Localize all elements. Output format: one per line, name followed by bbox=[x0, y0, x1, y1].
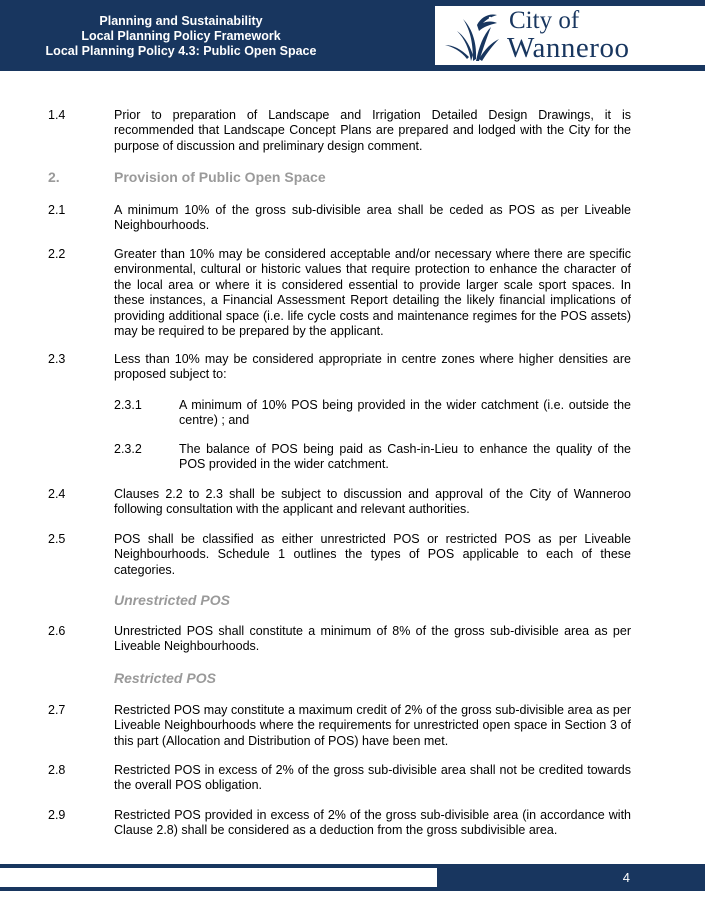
clause-2-4 bbox=[48, 487, 631, 518]
header-line-framework: Local Planning Policy Framework bbox=[81, 29, 281, 43]
clause-number: 2.6 bbox=[48, 624, 66, 638]
clause-text: Prior to preparation of Landscape and Irrigation Detailed Design Drawings, it is recommended that Landscape Concept Plans are prepared and lodged with the City for the purpose of discussion and preliminary design comment. bbox=[114, 108, 631, 153]
clause-number: 2.8 bbox=[48, 763, 66, 777]
clause-text: Unrestricted POS shall constitute a minimum of 8% of the gross sub-divisible area as per Liveable Neighbourhoods. bbox=[114, 624, 631, 654]
page-footer bbox=[0, 864, 705, 891]
clause-number: 2.3.1 bbox=[114, 398, 142, 412]
clause-2-8 bbox=[48, 763, 631, 794]
clause-text: Clauses 2.2 to 2.3 shall be subject to discussion and approval of the City of Wanneroo following consultation with the applicant and relevant authorities. bbox=[114, 487, 631, 517]
clause-2-2 bbox=[48, 247, 631, 339]
subheading-restricted: Restricted POS bbox=[114, 670, 216, 686]
clause-2-3-2 bbox=[48, 442, 631, 473]
clause-number: 2.9 bbox=[48, 808, 66, 822]
subheading-unrestricted: Unrestricted POS bbox=[114, 592, 230, 608]
clause-2-6 bbox=[48, 624, 631, 655]
clause-2-1 bbox=[48, 203, 631, 234]
clause-number: 2.2 bbox=[48, 247, 66, 261]
clause-number: 1.4 bbox=[48, 108, 66, 122]
clause-2-9 bbox=[48, 808, 631, 839]
clause-2-3-1 bbox=[48, 398, 631, 429]
clause-text: A minimum of 10% POS being provided in the wider catchment (i.e. outside the centre) ; and bbox=[179, 398, 631, 428]
clause-number: 2.3.2 bbox=[114, 442, 142, 456]
clause-number: 2.3 bbox=[48, 352, 66, 366]
header-line-policy: Local Planning Policy 4.3: Public Open Space bbox=[45, 44, 317, 58]
clause-text: Greater than 10% may be considered acceptable and/or necessary where there are specific environmental, cultural or historic values that require protection to enhance the character of the local area or where it is considered essential to provide larger scale sport spaces. In these instances, a Financial Assessment Report detailing the likely financial implications of providing additional space (i.e. life cycle costs and maintenance regimes for the POS assets) may be required to be prepared by the applicant. bbox=[114, 247, 631, 339]
clause-2-7 bbox=[48, 703, 631, 749]
logo-name-text: Wanneroo bbox=[507, 32, 630, 64]
page-number: 4 bbox=[622, 870, 630, 885]
clause-2-3 bbox=[48, 352, 631, 383]
clause-text: POS shall be classified as either unrestricted POS or restricted POS as per Liveable Neighbourhoods. Schedule 1 outlines the types of POS applicable to each of these categories. bbox=[114, 532, 631, 577]
footer-divider bbox=[0, 868, 437, 887]
header-line-department: Planning and Sustainability bbox=[99, 14, 263, 28]
section-heading-2 bbox=[48, 169, 326, 185]
clause-text: Less than 10% may be considered appropriate in centre zones where higher densities are proposed subject to: bbox=[114, 352, 631, 382]
section-title: Provision of Public Open Space bbox=[114, 169, 326, 185]
clause-2-5 bbox=[48, 532, 631, 578]
header-title-block bbox=[0, 14, 362, 59]
clause-number: 2.5 bbox=[48, 532, 66, 546]
clause-text: A minimum 10% of the gross sub-divisible area shall be ceded as POS as per Liveable Neighbourhoods. bbox=[114, 203, 631, 233]
clause-number: 2.7 bbox=[48, 703, 66, 717]
clause-number: 2.4 bbox=[48, 487, 66, 501]
clause-number: 2.1 bbox=[48, 203, 66, 217]
city-logo bbox=[435, 6, 705, 65]
clause-text: Restricted POS in excess of 2% of the gross sub-divisible area shall not be credited towards the overall POS obligation. bbox=[114, 763, 631, 793]
clause-text: The balance of POS being paid as Cash-in-Lieu to enhance the quality of the POS provided in the wider catchment. bbox=[179, 442, 631, 472]
clause-text: Restricted POS may constitute a maximum credit of 2% of the gross sub-divisible area as per Liveable Neighbourhoods where the requirements for unrestricted open space in Section 3 of this part (Allocation and Distribution of POS) have been met. bbox=[114, 703, 631, 748]
logo-city-text: City of bbox=[509, 7, 580, 34]
logo-emblem-icon bbox=[443, 9, 501, 63]
section-number: 2. bbox=[48, 169, 60, 185]
clause-1-4 bbox=[48, 108, 631, 154]
page-header bbox=[0, 0, 705, 71]
clause-text: Restricted POS provided in excess of 2% of the gross sub-divisible area (in accordance with Clause 2.8) shall be considered as a deduction from the gross subdivisible area. bbox=[114, 808, 631, 838]
